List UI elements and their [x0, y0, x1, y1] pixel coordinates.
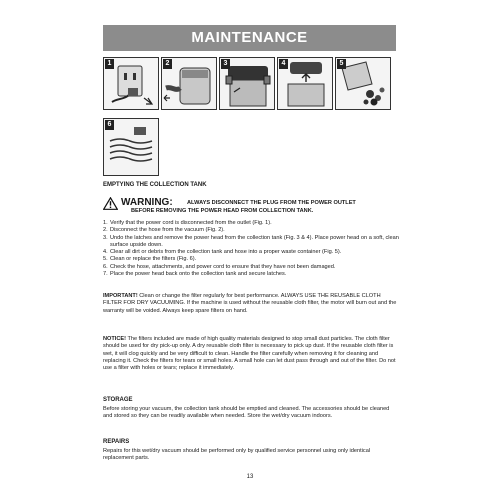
- figure-2: [161, 57, 217, 110]
- figure-5: [335, 57, 391, 110]
- figure-number: 5: [337, 59, 346, 69]
- figure-1: [103, 57, 159, 110]
- figure-3: [219, 57, 275, 110]
- repairs-heading: REPAIRS: [103, 439, 130, 445]
- figure-number: 3: [221, 59, 230, 69]
- warning-line-2: BEFORE REMOVING THE POWER HEAD FROM COLLECTION TANK.: [131, 208, 314, 214]
- figure-number: 6: [105, 120, 114, 130]
- important-label: IMPORTANT!: [103, 293, 138, 299]
- figure-6: [103, 118, 159, 176]
- warning-triangle-icon: [103, 197, 118, 210]
- list-item: 4. Clear all dirt or debris from the collection tank and hose into a proper waste container (Fig. 5).: [103, 249, 342, 256]
- figure-number: 1: [105, 59, 114, 69]
- list-item: 7. Place the power head back onto the collection tank and secure latches.: [103, 271, 287, 278]
- list-item: 2. Disconnect the hose from the vacuum (Fig. 2).: [103, 227, 225, 234]
- repairs-paragraph: Repairs for this wet/dry vacuum should be performed only by qualified service personnel using only identical replacement parts.: [103, 448, 371, 462]
- list-item: 1. Verify that the power cord is disconnected from the outlet (Fig. 1).: [103, 220, 272, 226]
- warning-title: WARNING:: [121, 197, 173, 208]
- list-item: 6. Check the hose, attachments, and power cord to ensure that they have not been damaged.: [103, 263, 336, 270]
- figure-4: [277, 57, 333, 110]
- figure-number: 2: [163, 59, 172, 69]
- notice-label: NOTICE!: [103, 336, 126, 342]
- page-number: 13: [246, 474, 254, 480]
- storage-paragraph: Before storing your vacuum, the collection tank should be emptied and cleaned. The accessories should be cleaned and stored so they can be readily available when needed. Store the wet/dry vacuum indoors.: [103, 406, 390, 420]
- warning-line-1: ALWAYS DISCONNECT THE PLUG FROM THE POWER OUTLET: [187, 200, 356, 206]
- figure-number: 4: [279, 59, 288, 69]
- emptying-steps: [103, 220, 399, 278]
- emptying-heading: EMPTYING THE COLLECTION TANK: [103, 182, 207, 188]
- list-item: 5. Clean or replace the filters (Fig. 6).: [103, 256, 197, 263]
- list-item: 3. Undo the latches and remove the power head from the collection tank (Fig. 3 & 4). Place power head on a soft, clean surface upside down.: [103, 234, 399, 248]
- section-banner: MAINTENANCE: [103, 25, 396, 51]
- storage-heading: STORAGE: [103, 397, 133, 403]
- important-paragraph: IMPORTANT! Clean or change the filter regularly for best performance. ALWAYS USE THE REUSABLE CLOTH FILTER FOR DRY VACUUMING. If the machine is used without the reusable cloth filter, the motor will burn out and the warranty will be voided. Always keep spare filters on hand.: [103, 293, 397, 314]
- notice-paragraph: NOTICE! The filters included are made of high quality materials designed to stop small dust particles. The cloth filter should be used for dry pick-up only. A dry reusable cloth filter is necessary to pick up dust. If the reusable cloth filter is wet, it will clog quickly and be very difficult to clean. Handle the filter carefully when removing it for cleaning and replacing it. Check the filters for tears or small holes. A small hole can let dust pass through and out of the filter. Do not use a filter with holes or tears; replace it immediately.: [103, 336, 396, 372]
